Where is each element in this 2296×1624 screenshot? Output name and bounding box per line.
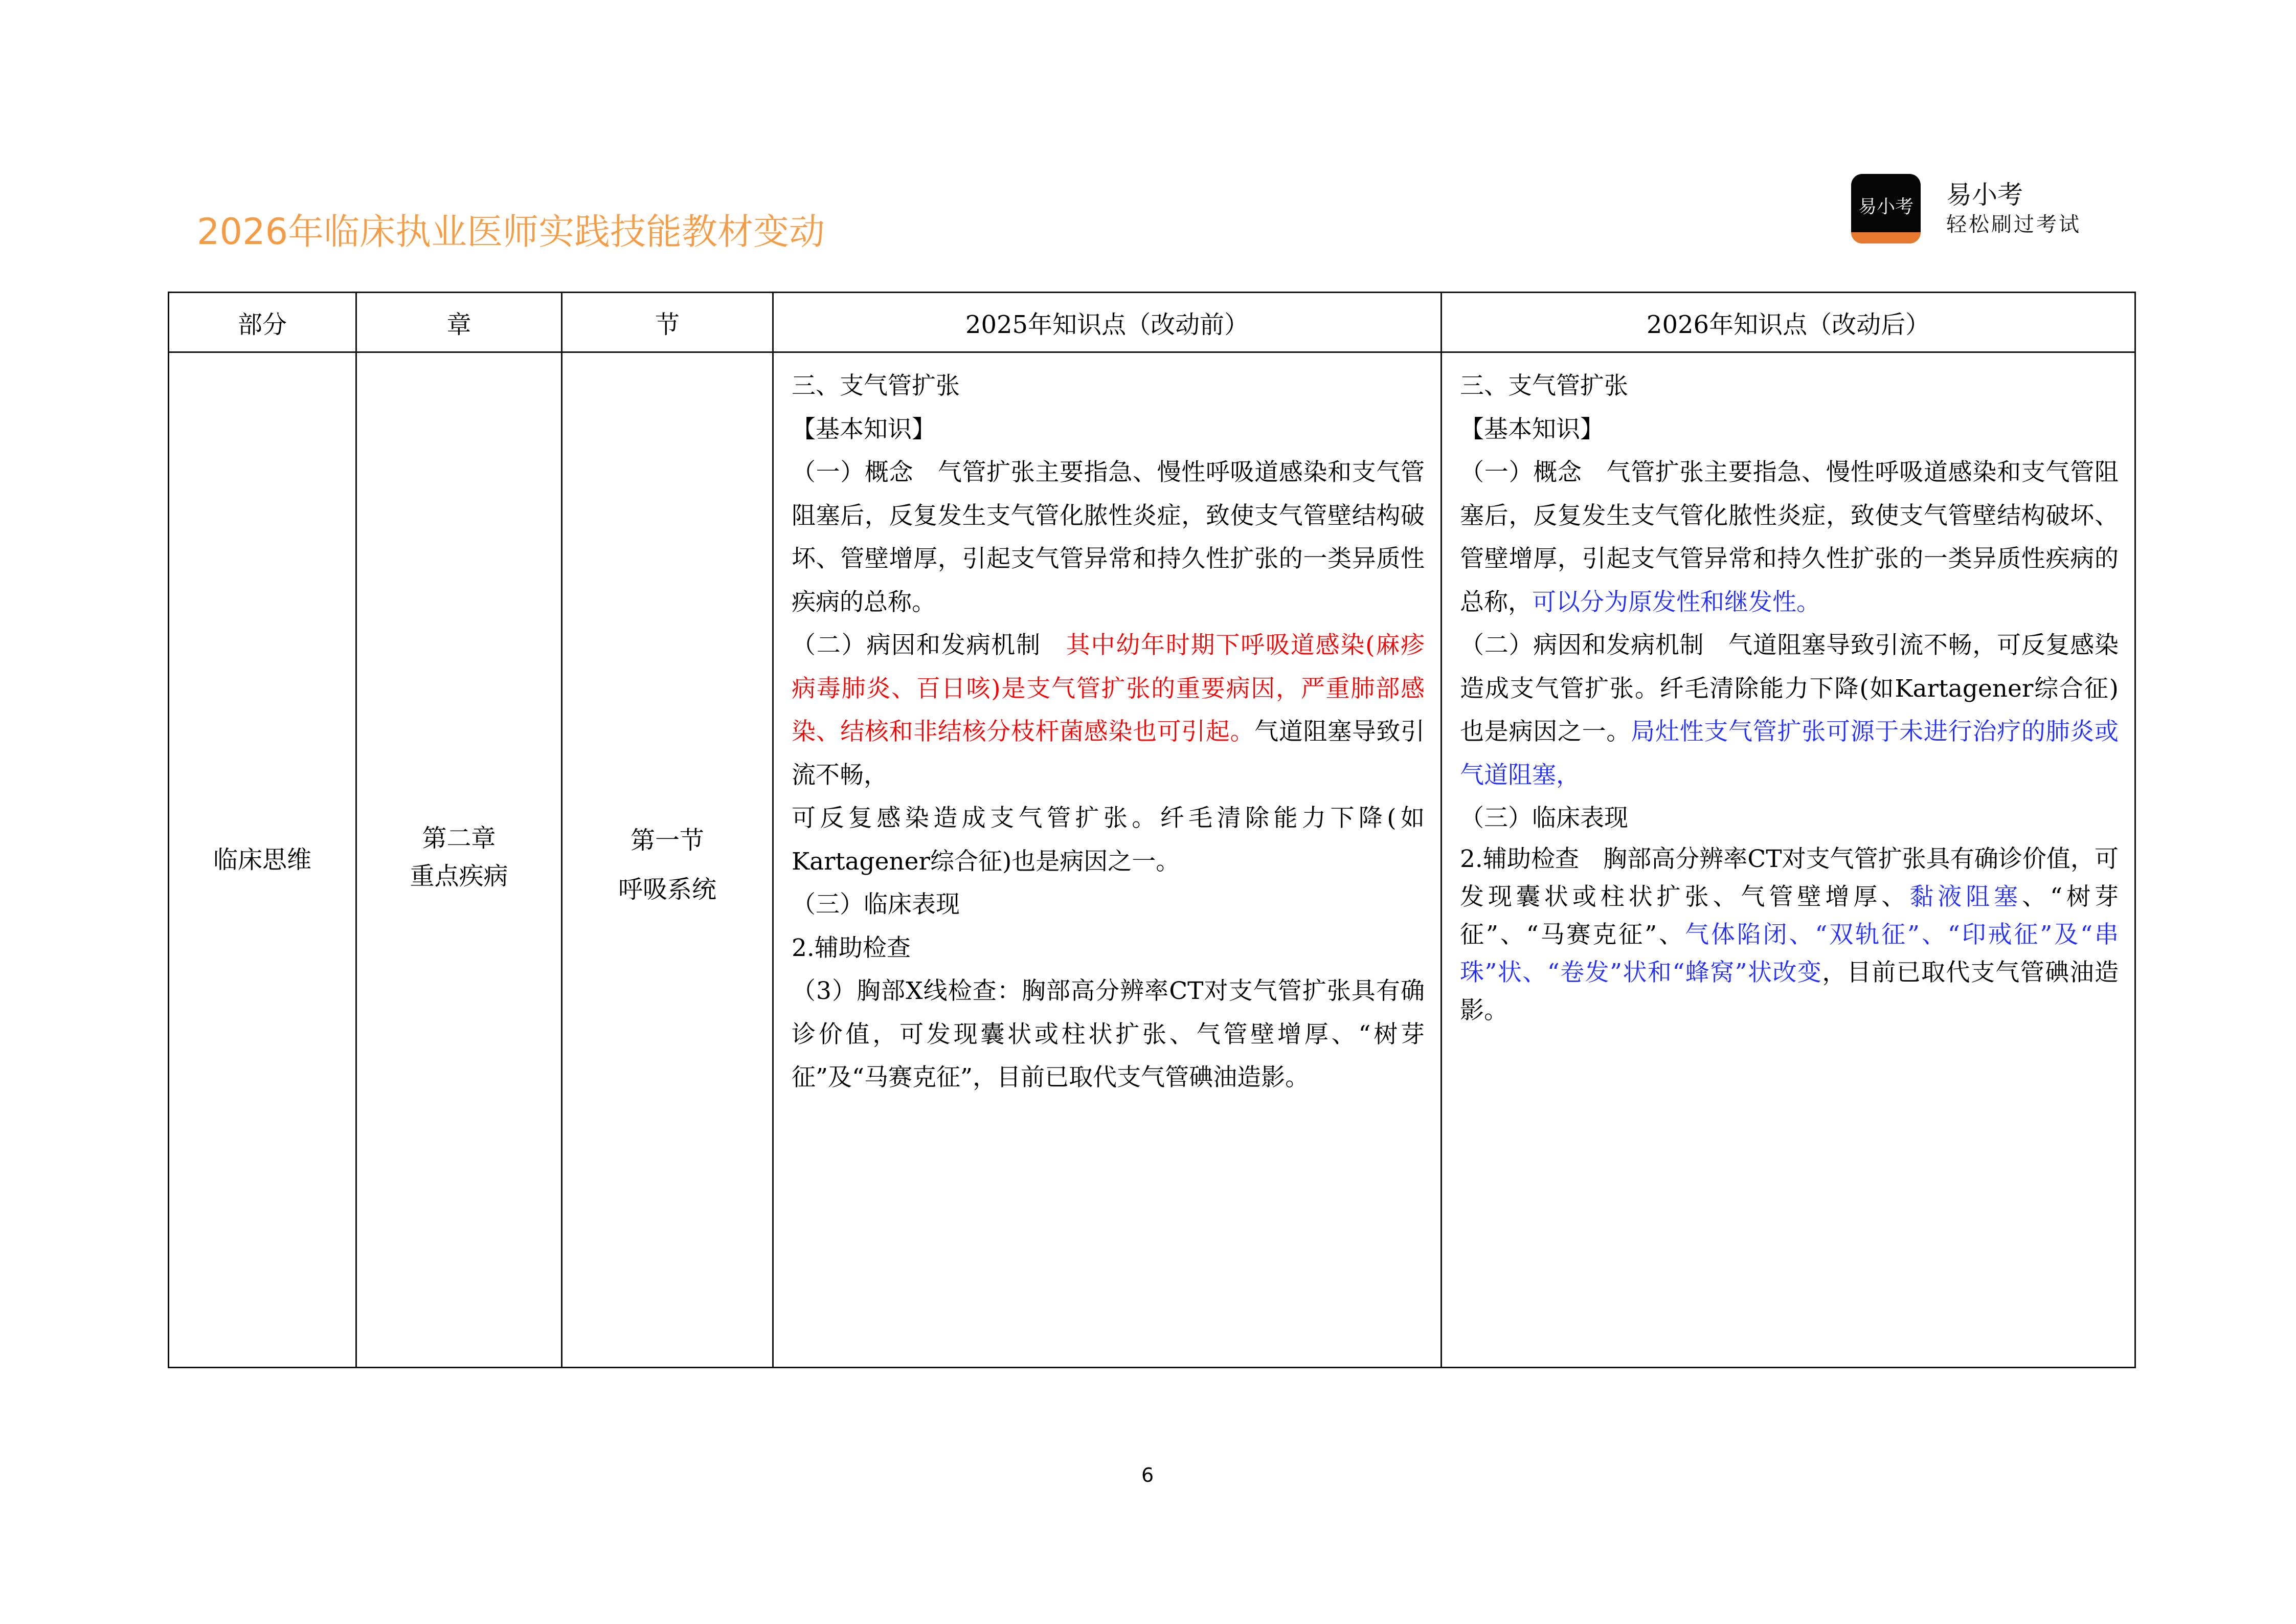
brand-text	[1946, 179, 2081, 238]
after-aux-part1: 2.辅助检查 胸部高分辨率CT对支气管扩张具有确诊价值，可发现囊状或柱状扩张、气管壁增厚、	[1460, 844, 2119, 911]
column-header-part: 部分	[169, 293, 356, 352]
before-aux-detail: （3）胸部X线检查：胸部高分辨率CT对支气管扩张具有确诊价值，可发现囊状或柱状扩张、气管壁增厚、“树芽征”及“马赛克征”，目前已取代支气管碘油造影。	[792, 977, 1425, 1092]
after-subheading: 【基本知识】	[1460, 415, 1604, 443]
before-aux-exam: 2.辅助检查	[792, 933, 911, 962]
cell-before	[773, 352, 1442, 1368]
document-title: 2026年临床执业医师实践技能教材变动	[197, 211, 825, 253]
changes-table	[168, 292, 2136, 1368]
table-header-row	[169, 293, 2135, 352]
before-content	[774, 353, 1440, 1100]
column-header-after: 2026年知识点（改动后）	[1442, 293, 2135, 352]
before-heading: 三、支气管扩张	[792, 372, 960, 400]
section-title: 呼吸系统	[618, 875, 716, 904]
column-header-before: 2025年知识点（改动前）	[773, 293, 1442, 352]
before-subheading: 【基本知识】	[792, 415, 936, 443]
before-concept: （一）概念 气管扩张主要指急、慢性呼吸道感染和支气管阻塞后，反复发生支气管化脓性炎症，致使支气管壁结构破坏、管壁增厚，引起支气管异常和持久性扩张的一类异质性疾病的总称。	[792, 458, 1425, 616]
after-concept	[1460, 451, 2119, 624]
cell-section	[562, 352, 773, 1368]
added-text-signs: 气体陷闭、“双轨征”、“印戒征”及“串珠”状、“卷发”状和“蜂窝”状改变	[1460, 920, 2119, 987]
brand-app-icon	[1851, 174, 1921, 243]
after-content	[1443, 353, 2134, 1030]
before-etiology-rest: 气道阻塞导致引流不畅，	[792, 718, 1425, 789]
column-header-chapter: 章	[356, 293, 562, 352]
before-clinical: （三）临床表现	[792, 891, 960, 919]
added-text-concept: 可以分为原发性和继发性。	[1532, 588, 1820, 616]
brand-logo	[1851, 173, 2081, 244]
section-number: 第一节	[630, 826, 704, 855]
chapter-number: 第二章	[422, 824, 496, 853]
after-heading: 三、支气管扩张	[1460, 372, 1628, 400]
added-text-mucus: 黏液阻塞	[1909, 882, 2022, 911]
part-label: 临床思维	[213, 846, 311, 874]
after-aux-part2: 、“树芽征”、“马赛克征”、	[1460, 882, 2119, 949]
after-etiology-text: （二）病因和发病机制 气道阻塞导致引流不畅，可反复感染造成支气管扩张。纤毛清除能力下降(如Kartagener综合征)也是病因之一。	[1460, 631, 2119, 746]
before-etiology-continued: 可反复感染造成支气管扩张。纤毛清除能力下降(如Kartagener综合征)也是病因之一。	[792, 804, 1425, 876]
table-row	[169, 352, 2135, 1368]
after-clinical: （三）临床表现	[1460, 804, 1628, 832]
before-etiology-label: （二）病因和发病机制	[792, 631, 1066, 659]
cell-after	[1442, 352, 2135, 1368]
before-etiology	[792, 624, 1425, 797]
after-concept-text: （一）概念 气管扩张主要指急、慢性呼吸道感染和支气管阻塞后，反复发生支气管化脓性炎症，致使支气管壁结构破坏、管壁增厚，引起支气管异常和持久性扩张的一类异质性疾病的总称，	[1460, 458, 2119, 616]
after-aux-part3: ，目前已取代支气管碘油造影。	[1460, 958, 2119, 1025]
brand-slogan: 轻松刷过考试	[1946, 213, 2081, 236]
brand-icon-text: 易小考	[1858, 196, 1914, 217]
added-text-etiology: 局灶性支气管扩张可源于未进行治疗的肺炎或气道阻塞，	[1460, 718, 2119, 789]
brand-icon-stripe	[1851, 232, 1921, 243]
after-aux-exam	[1460, 840, 2119, 1030]
chapter-title: 重点疾病	[410, 862, 508, 891]
after-etiology	[1460, 624, 2119, 797]
removed-text-etiology: 其中幼年时期下呼吸道感染(麻疹病毒肺炎、百日咳)是支气管扩张的重要病因，严重肺部感染、结核和非结核分枝杆菌感染也可引起。	[792, 631, 1425, 746]
cell-chapter	[356, 352, 562, 1368]
cell-part	[169, 352, 356, 1368]
brand-name: 易小考	[1946, 180, 2023, 210]
page-number: 6	[1141, 1464, 1154, 1486]
column-header-section: 节	[562, 293, 773, 352]
